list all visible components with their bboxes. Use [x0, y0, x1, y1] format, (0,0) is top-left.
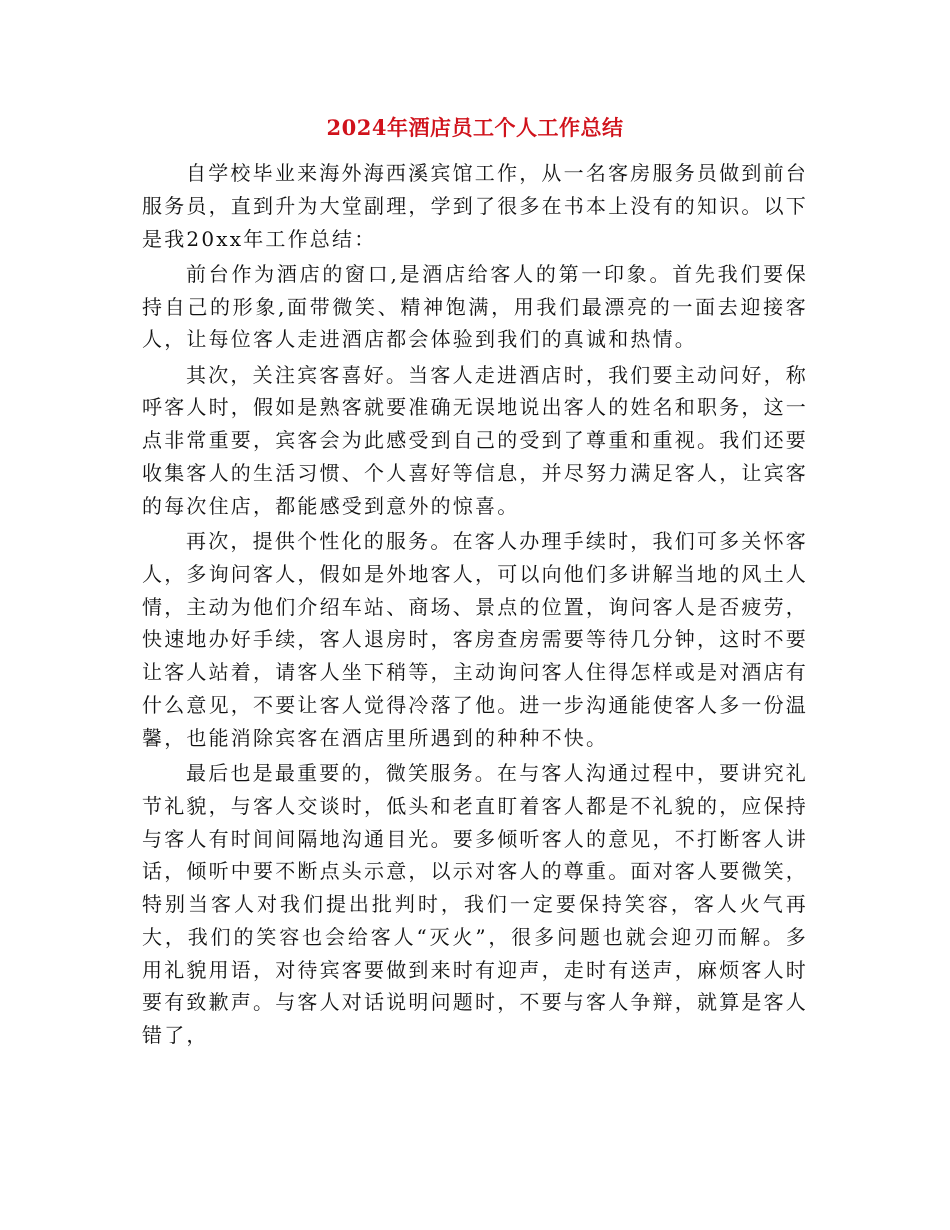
paragraph-intro: 自学校毕业来海外海西溪宾馆工作，从一名客房服务员做到前台服务员，直到升为大堂副理，学到了很多在书本上没有的知识。以下是我20xx年工作总结：	[142, 161, 808, 251]
paragraph-smile-service: 最后也是最重要的，微笑服务。在与客人沟通过程中，要讲究礼节礼貌，与客人交谈时，低头和老直盯着客人都是不礼貌的，应保持与客人有时间间隔地沟通目光。要多倾听客人的意见，不打断客人讲话，倾听中要不断点头示意，以示对客人的尊重。面对客人要微笑，特别当客人对我们提出批判时，我们一定要保持笑容，客人火气再大，我们的笑容也会给客人“灭火”，很多问题也就会迎刃而解。多用礼貌用语，对待宾客要做到来时有迎声，走时有送声，麻烦客人时要有致歉声。与客人对话说明问题时，不要与客人争辩，就算是客人错了，	[142, 760, 808, 1048]
paragraph-front-desk-image: 前台作为酒店的窗口,是酒店给客人的第一印象。首先我们要保持自己的形象,面带微笑、精神饱满，用我们最漂亮的一面去迎接客人，让每位客人走进酒店都会体验到我们的真诚和热情。	[142, 261, 808, 352]
paragraph-personalized-service: 再次，提供个性化的服务。在客人办理手续时，我们可多关怀客人，多询问客人，假如是外地客人，可以向他们多讲解当地的风土人情，主动为他们介绍车站、商场、景点的位置，询问客人是否疲劳，快速地办好手续，客人退房时，客房查房需要等待几分钟，这时不要让客人站着，请客人坐下稍等，主动询问客人住得怎样或是对酒店有什么意见，不要让客人觉得冷落了他。进一步沟通能使客人多一份温馨，也能消除宾客在酒店里所遇到的种种不快。	[142, 528, 808, 750]
document-body	[142, 157, 808, 1054]
document-title: 2024年酒店员工个人工作总结	[326, 115, 624, 140]
paragraph-guest-preferences: 其次，关注宾客喜好。当客人走进酒店时，我们要主动问好，称呼客人时，假如是熟客就要准确无误地说出客人的姓名和职务，这一点非常重要，宾客会为此感受到自己的受到了尊重和重视。我们还要收集客人的生活习惯、个人喜好等信息，并尽努力满足客人，让宾客的每次住店，都能感受到意外的惊喜。	[142, 362, 808, 518]
